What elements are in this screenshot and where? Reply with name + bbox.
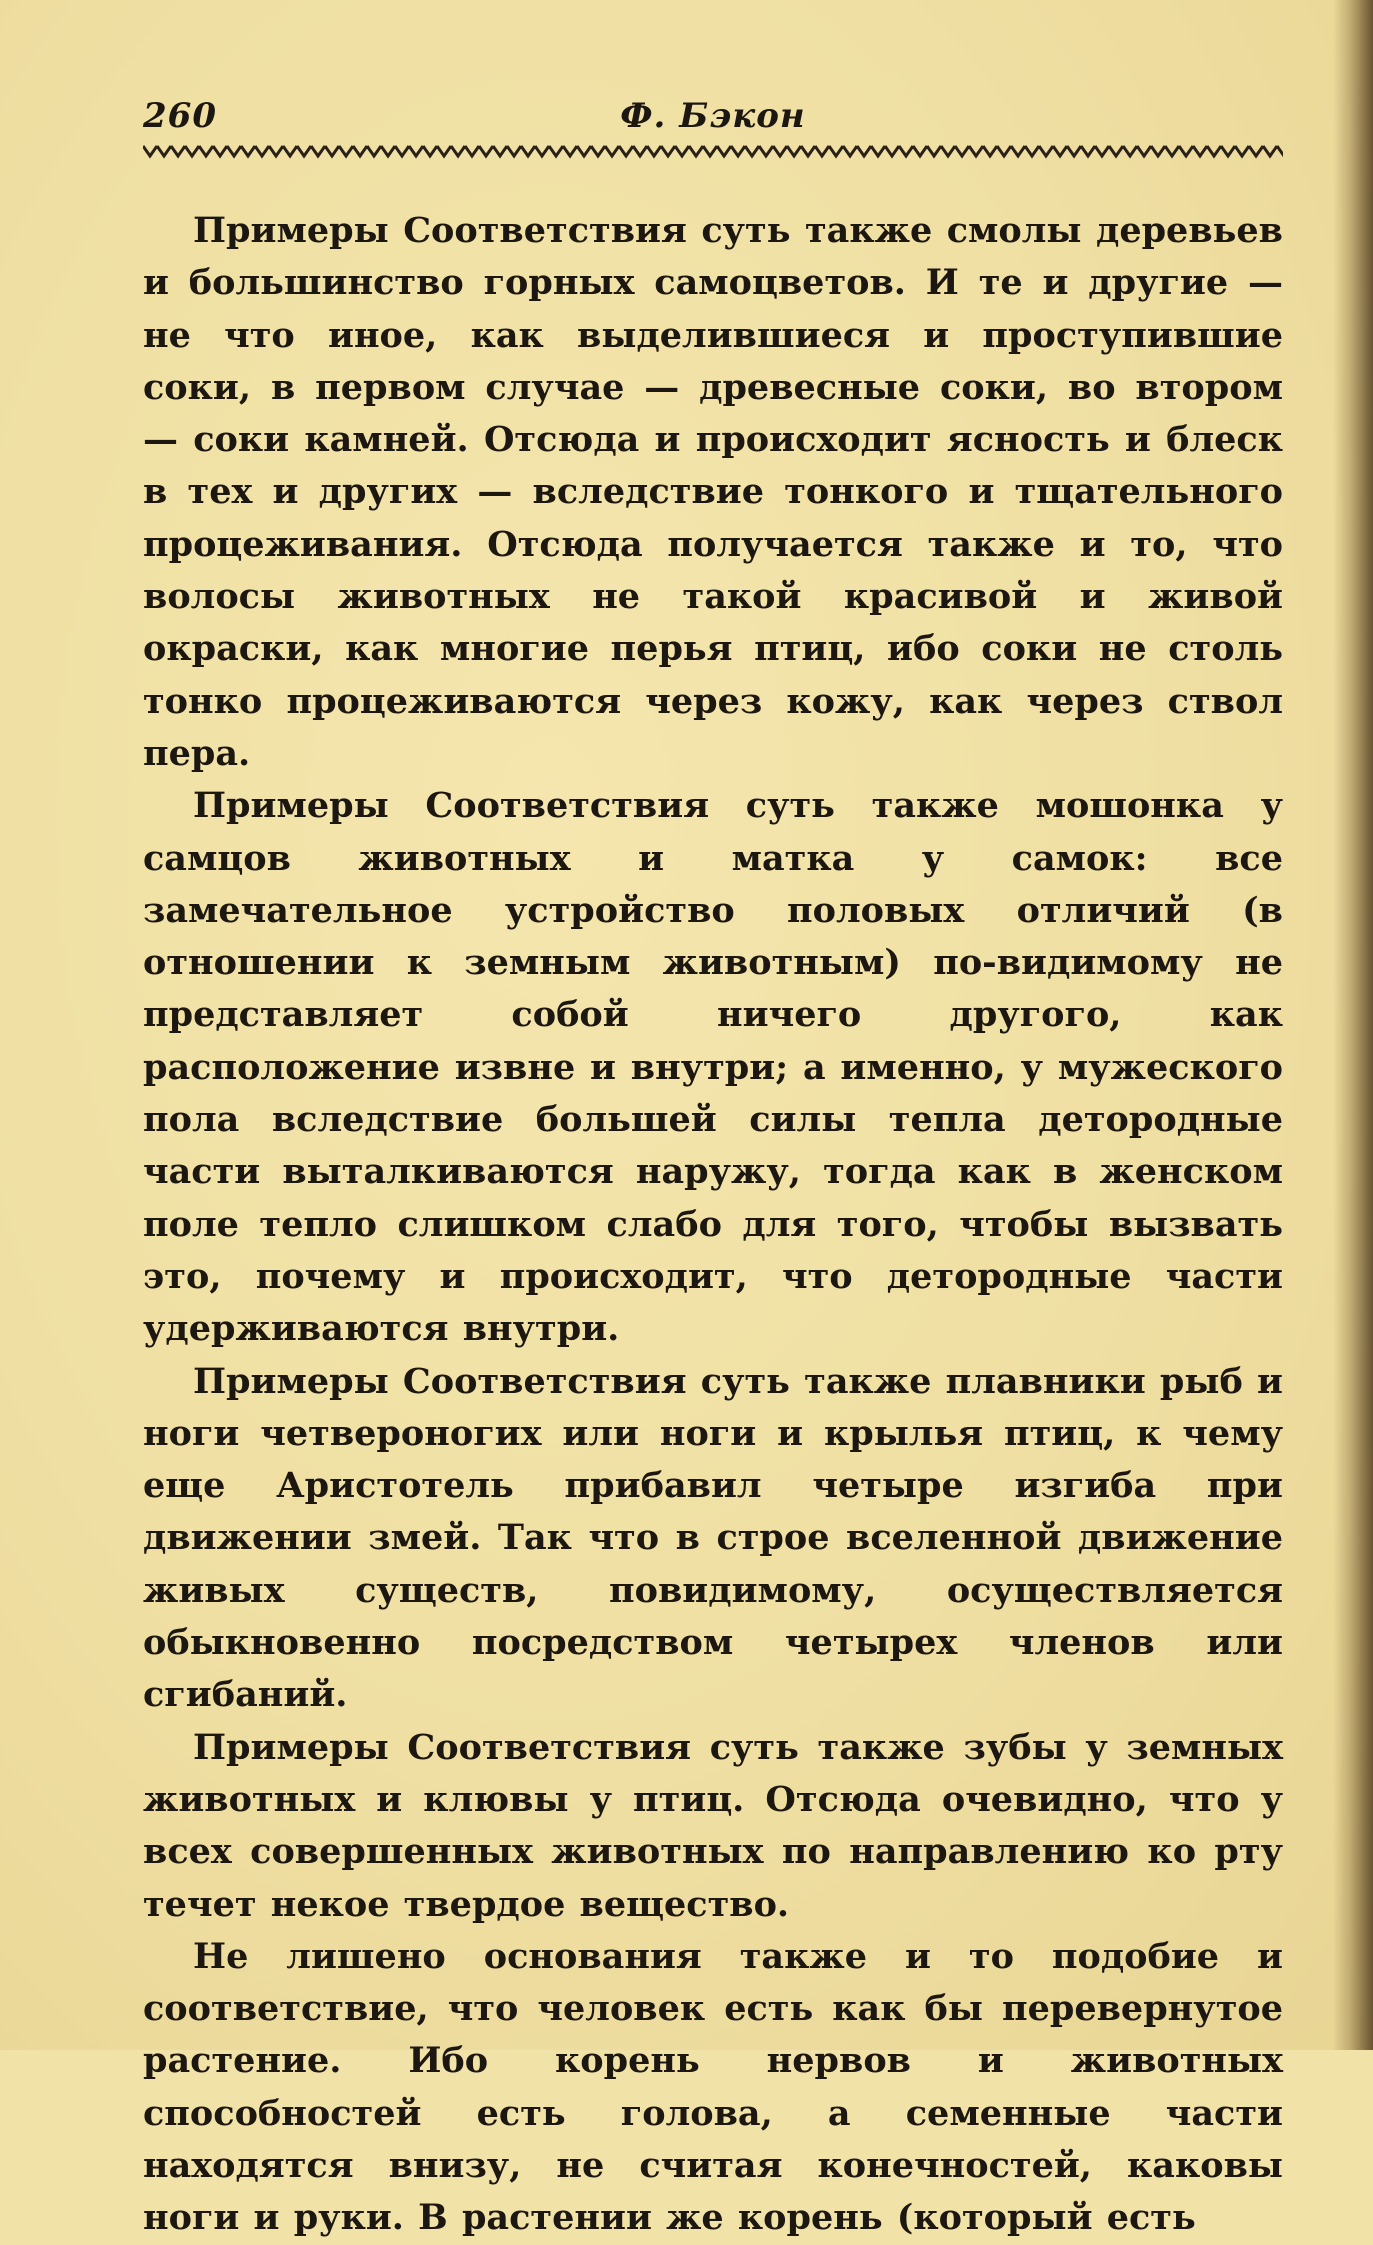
ornamental-rule (143, 140, 1283, 162)
paragraph: Примеры Соответствия суть также мошонка у самцов животных и матка у самок: все замечательное устройство половых отличий (в отношении к земным животным) по-видимому не представляет собой ничего другого, как расположение извне и внутри; а именно, у мужеского пола вследствие большей силы тепла детородные части выталкиваются наружу, тогда как в женском поле тепло слишком слабо для того, чтобы вызвать это, почему и происходит, что детородные части удерживаются внутри. (143, 785, 1283, 1350)
paragraph: Примеры Соответствия суть также зубы у земных животных и клювы у птиц. Отсюда очевидно, что у всех совершенных животных по направлению ко рту течет некое твердое вещество. (143, 1726, 1283, 1925)
paragraph: Примеры Соответствия суть также смолы деревьев и большинство горных самоцветов. И те и другие — не что иное, как выделившиеся и проступившие соки, в первом случае — древесные соки, во втором — соки камней. Отсюда и происходит ясность и блеск в тех и других — вследствие тонкого и тщательного процеживания. Отсюда получается также и то, что волосы животных не такой красивой и живой окраски, как многие перья птиц, ибо соки не столь тонко процеживаются через кожу, как через ствол пера. (143, 210, 1283, 774)
page-number: 260 (143, 96, 217, 136)
paragraph: Не лишено основания также и то подобие и соответствие, что человек есть как бы перевернутое растение. Ибо корень нервов и животных способностей есть голова, а семенные части находятся внизу, не считая конечностей, каковы ноги и руки. В растении же корень (который есть (143, 1935, 1283, 2239)
running-head: Ф. Бэкон (620, 96, 806, 136)
page-edge-shadow (1333, 0, 1373, 2050)
paragraph: Примеры Соответствия суть также плавники рыб и ноги четвероногих или ноги и крылья птиц, к чему еще Аристотель прибавил четыре изгиба при движении змей. Так что в строе вселенной движение живых существ, повидимому, осуществляется обыкновенно посредством четырех членов или сгибаний. (143, 1360, 1283, 1716)
body-text (143, 205, 1283, 2245)
